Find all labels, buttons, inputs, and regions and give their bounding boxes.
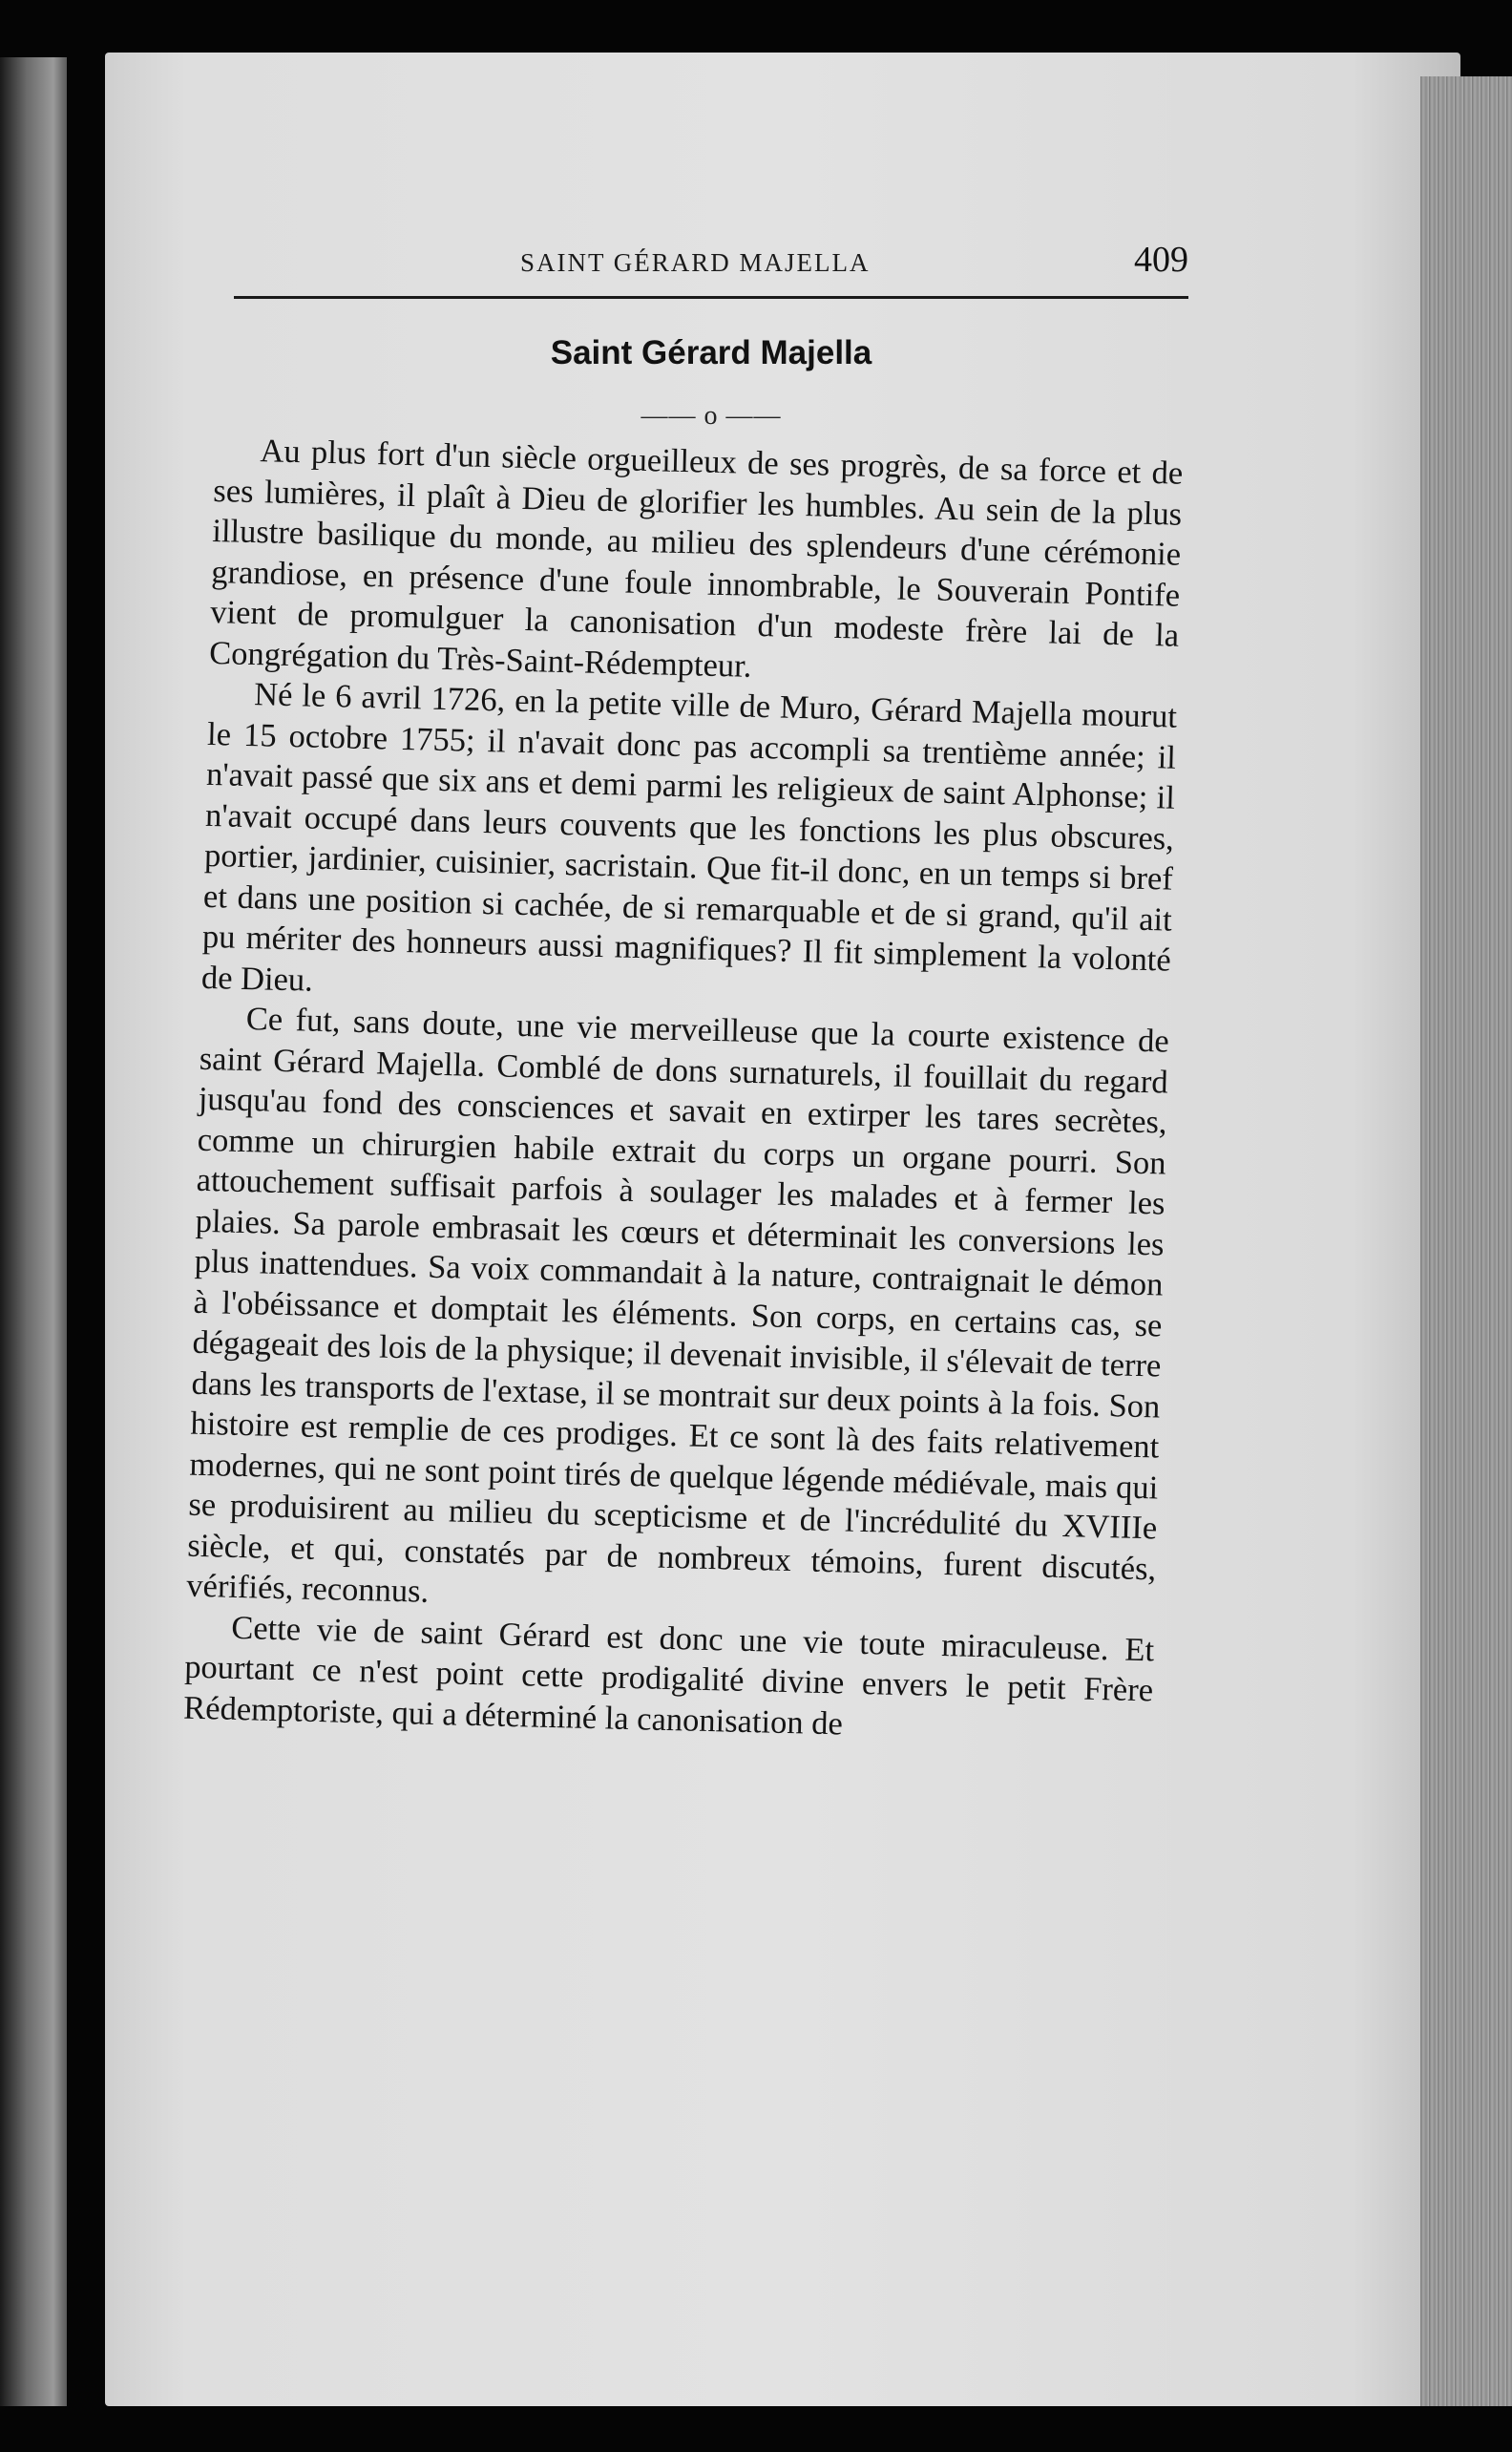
page-number: 409 <box>1134 240 1188 280</box>
running-header <box>234 239 1188 299</box>
running-title: SAINT GÉRARD MAJELLA <box>520 248 871 277</box>
facing-page-edge <box>0 57 67 2406</box>
article-body <box>183 430 1184 1751</box>
paragraph: Né le 6 avril 1726, en la petite ville de Muro, Gérard Majella mourut le 15 octobre 1755; il n'avait donc pas accompli sa trentième année; il n'avait passé que six ans et demi parmi les religieux de saint Alphonse; il n'avait occupé dans leurs couvents que les fonctions les plus obscures, portier, jardinier, cuisinier, sacristain. Que fit-il donc, en un temps si bref et dans une position si cachée, de si remarquable et de si grand, qu'il ait pu mériter des honneurs aussi magnifiques? Il fit simplement la volonté de Dieu. <box>200 676 1178 999</box>
paragraph: Cette vie de saint Gérard est donc une vie toute miraculeuse. Et pourtant ce n'est point cette prodigalité divine envers le petit Frère Rédemptoriste, qui a déterminé la canonisation de <box>182 1609 1155 1742</box>
page-stack-edge <box>1420 76 1512 2406</box>
article-title: Saint Gérard Majella <box>550 334 872 371</box>
paragraph: Au plus fort d'un siècle orgueilleux de ses progrès, de sa force et de ses lumières, il plaît à Dieu de glorifier les humbles. Au sein de la plus illustre basilique du monde, au milieu des splendeurs d'une cérémonie grandiose, en présence d'une foule innombrable, le Souverain Pontife vient de promulguer la canonisation d'un modeste frère lai de la Congrégation du Très-Saint-Rédempteur. <box>208 433 1184 685</box>
title-ornament: —— o —— <box>640 401 782 431</box>
paragraph: Ce fut, sans doute, une vie merveilleuse que la courte existence de saint Gérard Majella. Comblé de dons surnaturels, il fouillait du regard jusqu'au fond des consciences et savait en extirper les tares secrètes, comme un chirurgien habile extrait du corps un organe pourri. Son attouchement suffisait parfois à soulager les malades et à fermer les plaies. Sa parole embrasait les cœurs et déterminait les conversions les plus inattendues. Sa voix commandait à la nature, contraignait le démon à l'obéissance et domptait les éléments. Son corps, en certains cas, se dégageait des lois de la physique; il devenait invisible, il s'élevait de terre dans les transports de l'extase, il se montrait sur deux points à la fois. Son histoire est remplie de ces prodiges. Et ce sont là des faits relativement modernes, qui ne sont point tirés de quelque légende médiévale, mais qui se produisirent au milieu du scepticisme et de l'incrédulité du XVIIIe siècle, et qui, constatés par de nombreux témoins, furent discutés, vérifiés, reconnus. <box>185 1000 1170 1610</box>
